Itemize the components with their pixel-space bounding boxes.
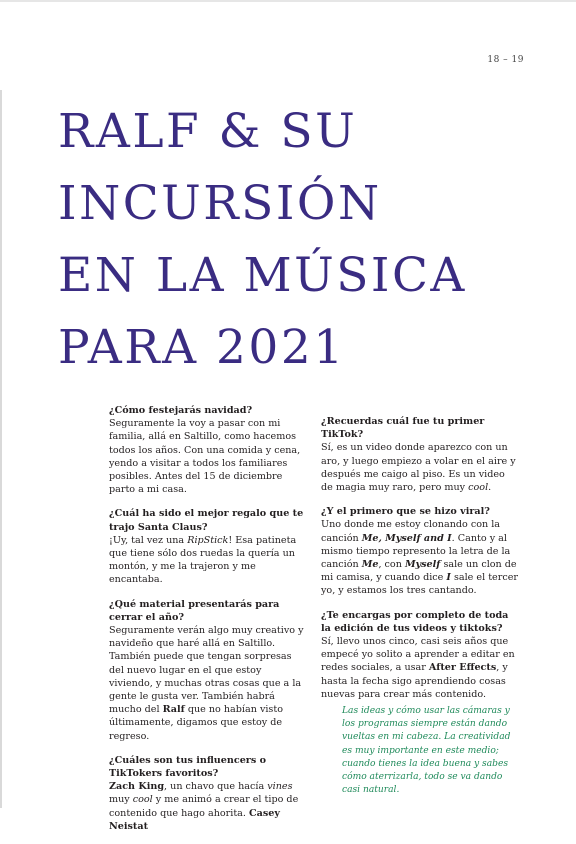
left-column [109,404,306,844]
title-line: RALF & SU [58,104,358,159]
top-rule [0,0,576,2]
pull-quote: Las ideas y cómo usar las cámaras y los programas siempre están dando vueltas en mi cabeza. La creatividad es muy importante en este medio; cuando tienes la idea buena y sabes cómo aterrizarla, todo se va dando casi natural. [342,706,511,796]
qa-block [321,609,518,701]
left-edge-rule [0,90,2,808]
question: ¿Cuál ha sido el mejor regalo que te trajo Santa Claus? [109,508,304,533]
answer: Seguramente la voy a pasar con mi familia, allá en Saltillo, como hacemos todos los años. Con una comida y cena, yendo a visitar a todos los familiares posibles. Antes del 15 de diciembre parto a mi casa. [109,418,301,496]
qa-block [109,404,306,496]
article-title [58,96,558,384]
question: ¿Qué material presentarás para cerrar el año? [109,598,280,623]
answer: ¡Uy, tal vez una RipStick! Esa patineta que tiene sólo dos ruedas la quería un montón, y me la trajeron y me encantaba. [109,534,297,586]
qa-block [321,415,518,494]
title-line: PARA 2021 [58,320,346,375]
question: ¿Y el primero que se hizo viral? [321,506,490,518]
question: ¿Te encargas por completo de toda la edición de tus videos y tiktoks? [321,609,509,634]
qa-block [109,598,306,743]
answer: Zach King, un chavo que hacía vines muy cool y me animó a crear el tipo de contenido que hago ahorita. Casey Neistat [109,781,299,832]
title-line: INCURSIÓN [58,176,382,231]
title-line: EN LA MÚSICA [58,248,467,303]
page-number: 18 – 19 [487,55,524,65]
question: ¿Cuáles son tus influencers o TikTokers favoritos? [109,754,266,780]
answer: Seguramente verán algo muy creativo y navideño que haré allá en Saltillo. También puede que tengan sorpresas del nuevo lugar en el que estoy viviendo, y muchas otras cosas que a la gente le gusta ver. También habrá mucho del Ralf que no habían visto últimamente, digamos que estoy de regreso. [109,625,304,742]
qa-block [321,505,518,597]
answer: Uno donde me estoy clonando con la canción Me, Myself and I. Canto y al mismo tiempo represento la letra de la canción Me, con Myself sale un clon de mi camisa, y cuando dice I sale el tercer yo, y estamos los tres cantando. [321,519,518,597]
answer: Sí, es un video donde aparezco con un aro, y luego empiezo a volar en el aire y después me caigo al piso. Es un video de magia muy raro, pero muy cool. [321,442,516,494]
right-column [321,404,518,712]
qa-block [109,754,306,833]
question: ¿Recuerdas cuál fue tu primer TikTok? [321,416,485,441]
answer: Sí, llevo unos cinco, casi seis años que empecé yo solito a aprender a editar en redes sociales, a usar After Effects, y hasta la fecha sigo aprendiendo cosas nuevas para crear más contenido. [321,636,515,700]
qa-block [109,507,306,586]
question: ¿Cómo festejarás navidad? [109,405,253,416]
